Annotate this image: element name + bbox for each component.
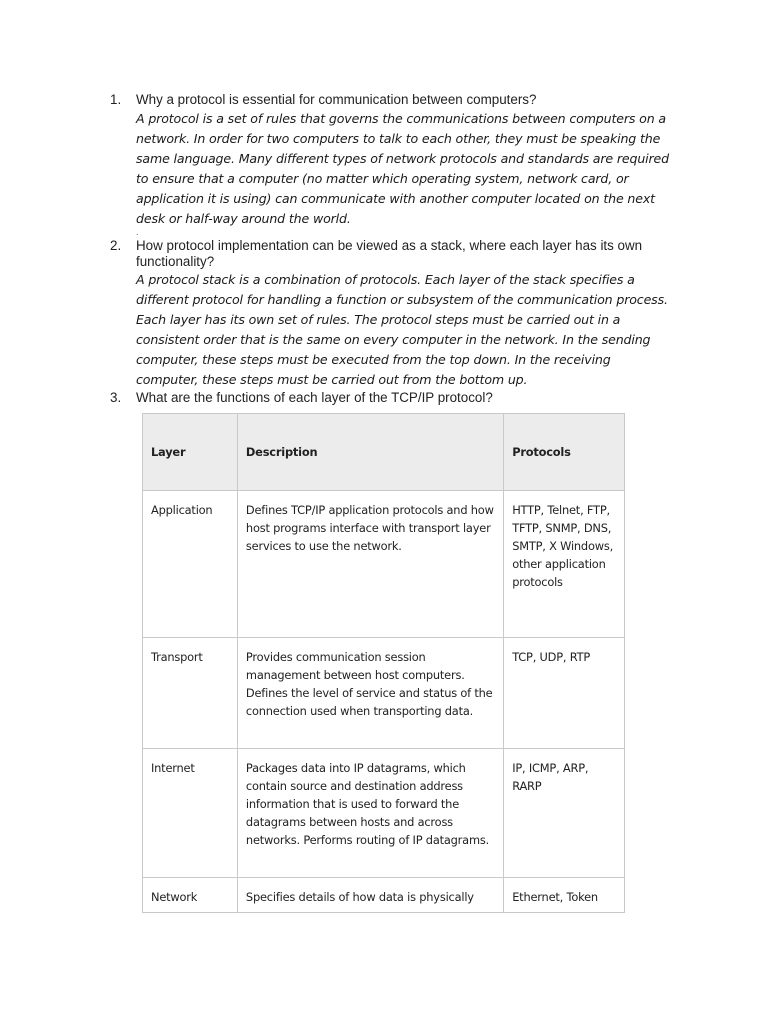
description-cell: Defines TCP/IP application protocols and how host programs interface with transport layer services to use the network. <box>237 491 503 638</box>
description-cell: Provides communication session management between host computers. Defines the level of service and status of the connection used when transporting data. <box>237 638 503 749</box>
header-description: Description <box>237 414 503 491</box>
question-text: Why a protocol is essential for communication between computers? <box>136 92 537 107</box>
tcpip-layers-table <box>142 413 625 913</box>
description-cell: Specifies details of how data is physically <box>237 878 503 913</box>
protocols-cell: TCP, UDP, RTP <box>504 638 625 749</box>
question-number: 3. <box>110 389 122 405</box>
protocols-cell: HTTP, Telnet, FTP, TFTP, SNMP, DNS, SMTP, X Windows, other application protocols <box>504 491 625 638</box>
header-protocols: Protocols <box>504 414 625 491</box>
layer-cell: Internet <box>143 749 238 878</box>
header-layer: Layer <box>143 414 238 491</box>
table-row <box>143 491 625 638</box>
table-header-row <box>143 414 625 491</box>
protocols-cell: Ethernet, Token <box>504 878 625 913</box>
question-text: How protocol implementation can be viewed as a stack, where each layer has its own functionality? <box>136 238 643 270</box>
layer-cell: Transport <box>143 638 238 749</box>
description-cell: Packages data into IP datagrams, which contain source and destination address information that is used to forward the datagrams between hosts and across networks. Performs routing of IP datagrams. <box>237 749 503 878</box>
question-number: 2. <box>110 238 122 254</box>
answer-1: A protocol is a set of rules that governs the communications between computers on a network. In order for two computers to talk to each other, they must be speaking the same language. Many different types of network protocols and standards are required to ensure that a computer (no matter which operating system, network card, or application it is using) can communicate with another computer located on the next desk or half-way around the world. <box>136 111 669 226</box>
protocols-cell: IP, ICMP, ARP, RARP <box>504 749 625 878</box>
question-1 <box>110 92 670 108</box>
question-2 <box>110 238 670 270</box>
layer-cell: Application <box>143 491 238 638</box>
question-list <box>110 92 670 406</box>
layer-cell: Network <box>143 878 238 913</box>
table-row <box>143 878 625 913</box>
table-row <box>143 638 625 749</box>
table-row <box>143 749 625 878</box>
answer-2: A protocol stack is a combination of protocols. Each layer of the stack specifies a different protocol for handling a function or subsystem of the communication process. Each layer has its own set of rules. The protocol steps must be carried out in a consistent order that is the same on every computer in the network. In the sending computer, these steps must be executed from the top down. In the receiving computer, these steps must be carried out from the bottom up. <box>136 272 668 387</box>
question-3 <box>110 390 670 406</box>
separator-dot: . <box>136 227 139 238</box>
question-text: What are the functions of each layer of the TCP/IP protocol? <box>136 389 493 405</box>
question-number: 1. <box>110 92 122 107</box>
